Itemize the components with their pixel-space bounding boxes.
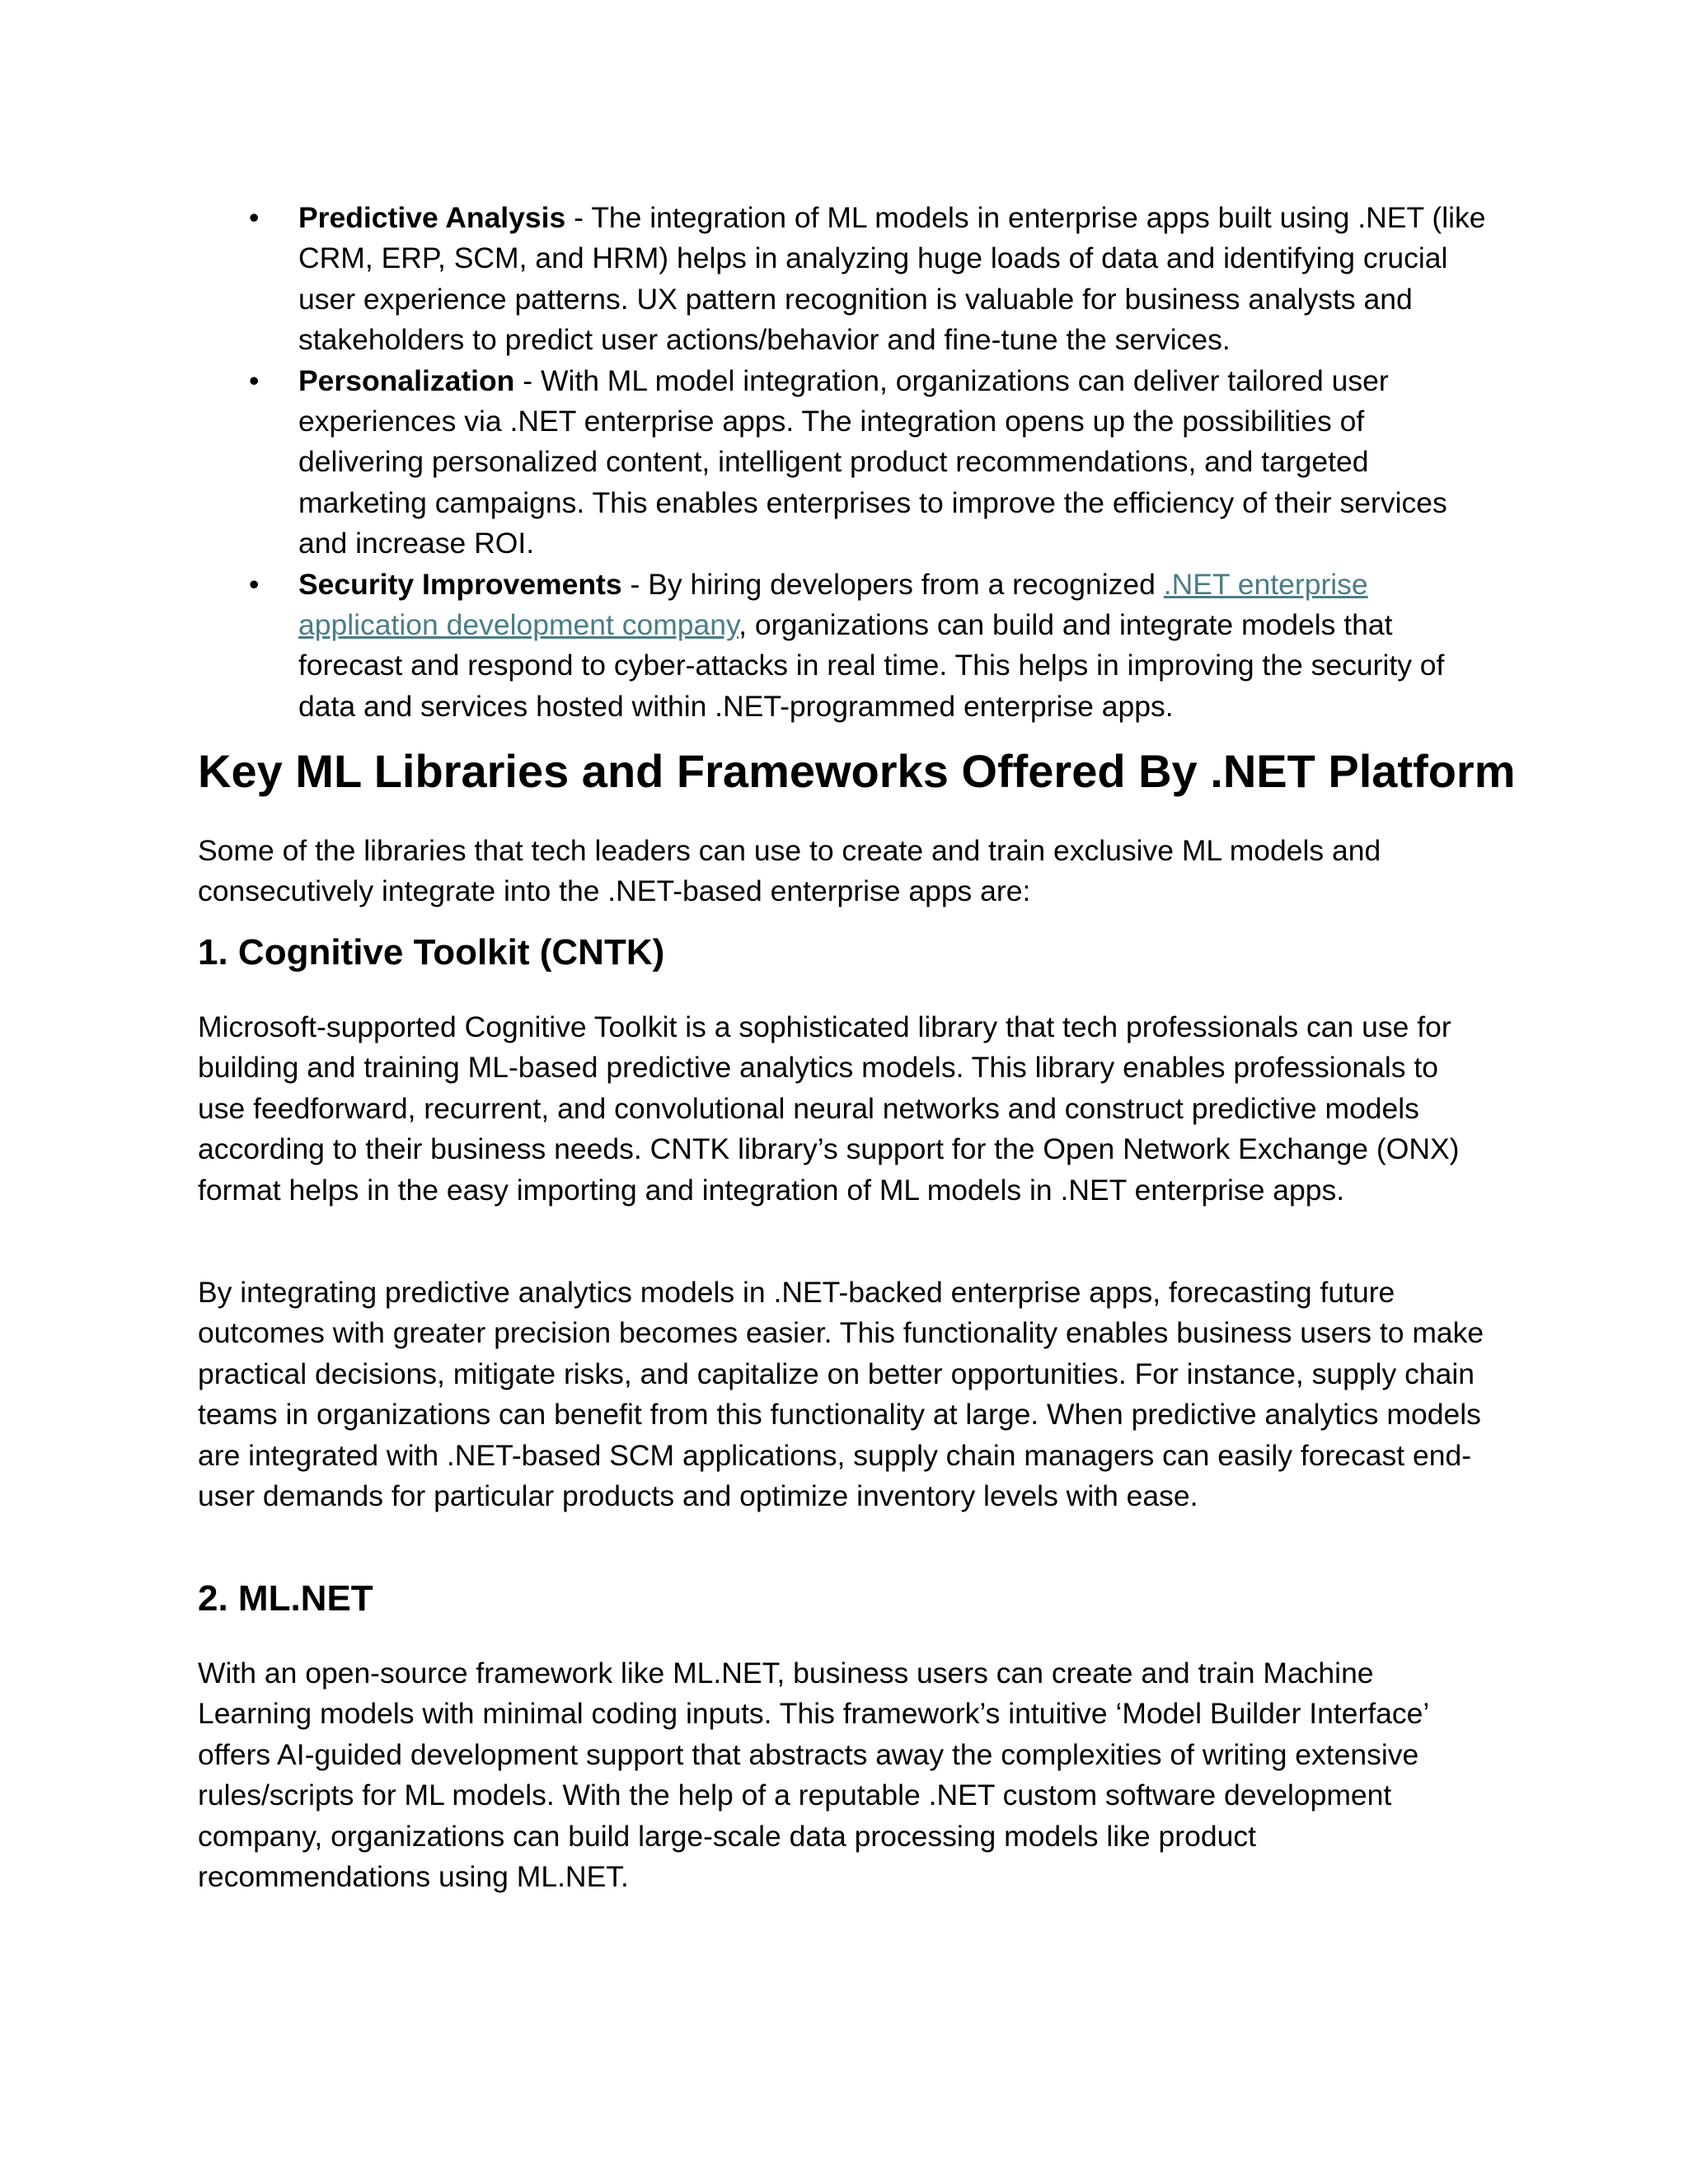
mlnet-heading: 2. ML.NET xyxy=(198,1578,373,1619)
cntk-paragraph-2: By integrating predictive analytics models in .NET-backed enterprise apps, forecasting future outcomes with greater precision becomes easier. This functionality enables business users to make practical decisions, mitigate risks, and capitalize on better opportunities. For instance, supply chain teams in organizations can benefit from this functionality at large. When predictive analytics models are integrated with .NET-based SCM applications, supply chain managers can easily forecast end-user demands for particular products and optimize inventory levels with ease. xyxy=(198,1276,1484,1513)
net-enterprise-company-link[interactable]: .NET enterprise application development company xyxy=(298,567,1368,642)
benefits-bullet-list xyxy=(198,198,1492,727)
bullet-icon: • xyxy=(249,201,260,234)
document-page xyxy=(198,198,1516,1894)
bullet-separator: - xyxy=(514,363,541,397)
cntk-heading: 1. Cognitive Toolkit (CNTK) xyxy=(198,932,665,972)
bullet-title: Security Improvements xyxy=(298,567,622,601)
bullet-text: With ML model integration, organizations can deliver tailored user experiences via .NET enterprise apps. The integration opens up the possibilities of delivering personalized content, intelligent product recommendations, and targeted marketing campaigns. This enables enterprises to improve the efficiency of their services and increase ROI. xyxy=(298,363,1447,560)
bullet-icon: • xyxy=(249,567,260,601)
section-heading: Key ML Libraries and Frameworks Offered By .NET Platform xyxy=(198,745,1516,797)
bullet-text: By hiring developers from a recognized xyxy=(648,567,1164,601)
list-item xyxy=(198,198,1492,361)
list-item xyxy=(198,361,1492,565)
section-intro: Some of the libraries that tech leaders can use to create and train exclusive ML models and consecutively integrate into the .NET-based enterprise apps are: xyxy=(198,834,1381,908)
cntk-paragraph-1: Microsoft-supported Cognitive Toolkit is a sophisticated library that tech professionals can use for building and training ML-based predictive analytics models. This library enables professionals to use feedforward, recurrent, and convolutional neural networks and construct predictive models according to their business needs. CNTK library’s support for the Open Network Exchange (ONX) format helps in the easy importing and integration of ML models in .NET enterprise apps. xyxy=(198,1010,1460,1207)
mlnet-paragraph-1: With an open-source framework like ML.NET, business users can create and train Machine Learning models with minimal coding inputs. This framework’s intuitive ‘Model Builder Interface’ offers AI-guided development support that abstracts away the complexities of writing extensive rules/scripts for ML models. With the help of a reputable .NET custom software development company, organizations can build large-scale data processing models like product recommendations using ML.NET. xyxy=(198,1657,1428,1894)
list-item xyxy=(198,565,1492,728)
bullet-icon: • xyxy=(249,363,260,397)
bullet-separator: - xyxy=(621,567,649,601)
bullet-separator: - xyxy=(565,201,592,234)
bullet-title: Predictive Analysis xyxy=(298,201,566,234)
bullet-text: The integration of ML models in enterprise apps built using .NET (like CRM, ERP, SCM, and HRM) helps in analyzing huge loads of data and identifying crucial user experience patterns. UX pattern recognition is valuable for business analysts and stakeholders to predict user actions/behavior and fine-tune the services. xyxy=(298,201,1486,357)
bullet-title: Personalization xyxy=(298,363,515,397)
bullet-text: , organizations can build and integrate models that forecast and respond to cyber-attacks in real time. This helps in improving the security of data and services hosted within .NET-programmed enterprise apps. xyxy=(298,608,1445,723)
